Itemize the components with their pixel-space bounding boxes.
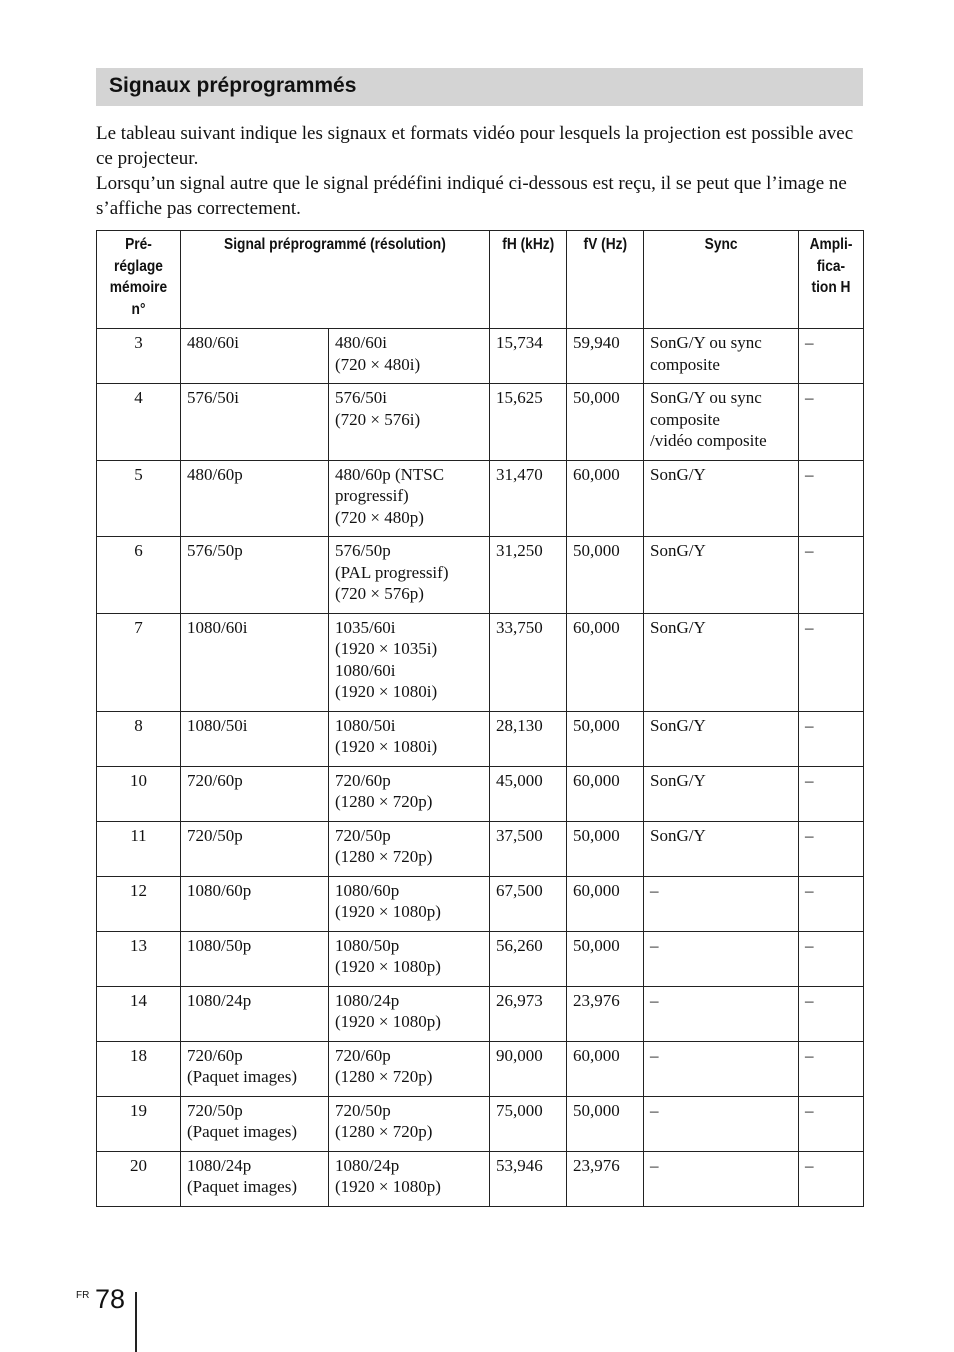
cell-line: 1080/60p — [335, 880, 400, 900]
cell-line: composite — [650, 409, 720, 429]
cell-line: 1080/60i — [187, 617, 248, 637]
cell-fv: 50,000 — [567, 537, 644, 614]
cell-h-amplification: – — [799, 460, 864, 537]
cell-line: (1280 × 720p) — [335, 847, 433, 866]
cell-h-amplification: – — [799, 986, 864, 1041]
cell-fv: 23,976 — [567, 986, 644, 1041]
cell-line: (1920 × 1080p) — [335, 902, 441, 921]
cell-preset-signal — [181, 711, 329, 766]
header-text: fV — [583, 236, 597, 253]
cell-line: 1080/24p — [335, 1155, 400, 1175]
cell-sync — [644, 1096, 799, 1151]
cell-line: 720/50p — [335, 1100, 391, 1120]
cell-fv: 50,000 — [567, 821, 644, 876]
cell-line: (720 × 576p) — [335, 584, 424, 603]
cell-fh: 37,500 — [490, 821, 567, 876]
cell-resolution — [329, 1151, 490, 1206]
cell-line: 480/60p (NTSC — [335, 464, 445, 484]
header-preset-number — [97, 231, 181, 329]
header-text: mémoire — [109, 279, 168, 296]
cell-line: – — [650, 935, 659, 955]
page-number: 78 — [95, 1284, 126, 1314]
cell-line: 1080/50p — [187, 935, 252, 955]
cell-h-amplification: – — [799, 613, 864, 711]
cell-line: (1920 × 1080i) — [335, 682, 438, 701]
cell-sync — [644, 711, 799, 766]
cell-fv: 50,000 — [567, 711, 644, 766]
cell-resolution — [329, 766, 490, 821]
cell-line: SonG/Y — [650, 541, 706, 560]
cell-line: 720/60p — [335, 1045, 391, 1065]
header-fh — [490, 231, 567, 329]
cell-line: SonG/Y — [650, 715, 706, 735]
cell-line: 720/50p — [187, 825, 243, 845]
cell-preset-signal — [181, 1041, 329, 1096]
cell-preset-number: 19 — [97, 1096, 181, 1151]
table-body — [97, 329, 864, 1207]
cell-resolution — [329, 931, 490, 986]
cell-line: – — [650, 1045, 659, 1065]
table-row — [97, 1151, 864, 1206]
preset-signals-table — [96, 230, 864, 1207]
cell-resolution — [329, 1041, 490, 1096]
cell-h-amplification: – — [799, 821, 864, 876]
cell-line: (1280 × 720p) — [335, 792, 433, 811]
header-text: (résolution) — [370, 236, 446, 253]
cell-sync — [644, 384, 799, 461]
table-row — [97, 986, 864, 1041]
header-sync — [644, 231, 799, 329]
cell-sync — [644, 766, 799, 821]
cell-line: (1920 × 1080p) — [335, 957, 441, 976]
cell-line: 1080/24p — [335, 990, 400, 1010]
cell-h-amplification: – — [799, 1041, 864, 1096]
cell-line: (720 × 480p) — [335, 507, 424, 527]
cell-fv: 60,000 — [567, 460, 644, 537]
cell-resolution — [329, 986, 490, 1041]
cell-preset-signal — [181, 986, 329, 1041]
cell-line: 1080/50i — [335, 715, 396, 735]
cell-resolution — [329, 711, 490, 766]
cell-preset-signal — [181, 329, 329, 384]
intro-text — [96, 121, 871, 221]
section-header — [96, 68, 863, 106]
cell-fv: 60,000 — [567, 1041, 644, 1096]
cell-line: 480/60i — [335, 333, 387, 352]
cell-sync — [644, 329, 799, 384]
cell-line: SonG/Y — [650, 825, 706, 845]
cell-line: 1035/60i — [335, 617, 396, 637]
cell-resolution — [329, 821, 490, 876]
cell-line: (1920 × 1080p) — [335, 1177, 441, 1196]
cell-line: (PAL progressif) — [335, 562, 449, 582]
header-fv — [567, 231, 644, 329]
cell-line: 720/60p — [335, 770, 391, 790]
cell-line: SonG/Y — [650, 617, 706, 637]
cell-line: 1080/60i — [335, 660, 396, 680]
cell-fh: 53,946 — [490, 1151, 567, 1206]
cell-sync — [644, 460, 799, 537]
cell-fh: 15,734 — [490, 329, 567, 384]
cell-line: SonG/Y ou sync — [650, 333, 762, 352]
cell-resolution — [329, 460, 490, 537]
cell-sync — [644, 986, 799, 1041]
table-row — [97, 711, 864, 766]
footer-divider — [135, 1292, 137, 1352]
cell-line: – — [650, 880, 659, 900]
cell-fh: 45,000 — [490, 766, 567, 821]
table-row — [97, 537, 864, 614]
cell-preset-signal — [181, 384, 329, 461]
header-preset-signal — [181, 231, 490, 329]
cell-h-amplification: – — [799, 931, 864, 986]
cell-line: 1080/24p — [187, 990, 252, 1010]
cell-fh: 26,973 — [490, 986, 567, 1041]
cell-preset-number: 20 — [97, 1151, 181, 1206]
cell-line: (720 × 480i) — [335, 354, 421, 374]
cell-preset-number: 3 — [97, 329, 181, 384]
cell-line: 1080/50p — [335, 935, 400, 955]
cell-preset-number: 11 — [97, 821, 181, 876]
cell-preset-number: 14 — [97, 986, 181, 1041]
cell-preset-signal — [181, 931, 329, 986]
table-row — [97, 766, 864, 821]
cell-preset-signal — [181, 1096, 329, 1151]
cell-preset-number: 18 — [97, 1041, 181, 1096]
cell-line: 480/60i — [187, 333, 239, 352]
cell-line: (1920 × 1080p) — [335, 1012, 441, 1031]
cell-resolution — [329, 876, 490, 931]
cell-preset-number: 6 — [97, 537, 181, 614]
cell-h-amplification: – — [799, 1151, 864, 1206]
cell-fh: 90,000 — [490, 1041, 567, 1096]
header-text: Sync — [704, 236, 738, 253]
cell-fv: 50,000 — [567, 1096, 644, 1151]
cell-fh: 67,500 — [490, 876, 567, 931]
cell-preset-number: 7 — [97, 613, 181, 711]
table-row — [97, 1096, 864, 1151]
cell-preset-number: 4 — [97, 384, 181, 461]
cell-line: – — [650, 1100, 659, 1120]
intro-paragraph-2: Lorsqu’un signal autre que le signal prédéfini indiqué ci-dessous est reçu, il se peut que l’image ne s’affiche pas correctement. — [96, 173, 847, 219]
cell-line: SonG/Y ou sync — [650, 388, 762, 407]
header-text: tion H — [811, 279, 851, 296]
cell-line: – — [650, 990, 659, 1010]
cell-sync — [644, 931, 799, 986]
cell-line: /vidéo composite — [650, 431, 767, 450]
cell-fh: 28,130 — [490, 711, 567, 766]
cell-h-amplification: – — [799, 766, 864, 821]
cell-sync — [644, 613, 799, 711]
language-code: FR — [76, 1290, 90, 1301]
cell-preset-signal — [181, 460, 329, 537]
cell-line: (Paquet images) — [187, 1122, 297, 1141]
cell-line: 480/60p — [187, 464, 243, 484]
cell-fv: 50,000 — [567, 931, 644, 986]
cell-line: 720/60p — [187, 1045, 243, 1065]
cell-line: composite — [650, 354, 720, 374]
cell-h-amplification: – — [799, 876, 864, 931]
cell-resolution — [329, 384, 490, 461]
cell-line: (Paquet images) — [187, 1067, 297, 1086]
cell-resolution — [329, 329, 490, 384]
cell-preset-number: 13 — [97, 931, 181, 986]
cell-fv: 59,940 — [567, 329, 644, 384]
cell-line: 1080/60p — [187, 880, 252, 900]
cell-line: – — [650, 1155, 659, 1175]
cell-fv: 60,000 — [567, 613, 644, 711]
header-text: n° — [131, 300, 146, 318]
cell-preset-signal — [181, 766, 329, 821]
cell-sync — [644, 1151, 799, 1206]
cell-fv: 60,000 — [567, 766, 644, 821]
cell-preset-number: 12 — [97, 876, 181, 931]
cell-resolution — [329, 1096, 490, 1151]
cell-fh: 56,260 — [490, 931, 567, 986]
cell-line: (1920 × 1080i) — [335, 737, 438, 756]
cell-fh: 75,000 — [490, 1096, 567, 1151]
cell-fv: 60,000 — [567, 876, 644, 931]
table-row — [97, 821, 864, 876]
cell-preset-signal — [181, 876, 329, 931]
table-row — [97, 384, 864, 461]
header-text: Ampli- — [809, 236, 853, 253]
cell-line: (1280 × 720p) — [335, 1067, 433, 1086]
cell-fv: 23,976 — [567, 1151, 644, 1206]
cell-line: 576/50i — [335, 388, 387, 407]
table-row — [97, 329, 864, 384]
cell-preset-number: 5 — [97, 460, 181, 537]
cell-line: (Paquet images) — [187, 1177, 297, 1196]
cell-h-amplification: – — [799, 384, 864, 461]
cell-fh: 31,470 — [490, 460, 567, 537]
header-h-amplification — [799, 231, 864, 329]
cell-fv: 50,000 — [567, 384, 644, 461]
cell-h-amplification: – — [799, 711, 864, 766]
cell-preset-number: 8 — [97, 711, 181, 766]
cell-line: SonG/Y — [650, 770, 706, 790]
cell-resolution — [329, 537, 490, 614]
cell-preset-signal — [181, 537, 329, 614]
cell-sync — [644, 876, 799, 931]
cell-fh: 31,250 — [490, 537, 567, 614]
table-row — [97, 931, 864, 986]
table-row — [97, 1041, 864, 1096]
cell-resolution — [329, 613, 490, 711]
cell-line: progressif) — [335, 486, 409, 505]
cell-h-amplification: – — [799, 537, 864, 614]
cell-preset-signal — [181, 821, 329, 876]
cell-fh: 33,750 — [490, 613, 567, 711]
cell-line: (1280 × 720p) — [335, 1122, 433, 1141]
section-title: Signaux préprogrammés — [109, 74, 357, 97]
table-row — [97, 876, 864, 931]
cell-line: 1080/24p — [187, 1155, 252, 1175]
intro-paragraph-1: Le tableau suivant indique les signaux et formats vidéo pour lesquels la projection est possible avec ce projecteur. — [96, 123, 854, 169]
cell-line: 720/50p — [335, 825, 391, 845]
cell-preset-number: 10 — [97, 766, 181, 821]
cell-line: (1920 × 1035i) — [335, 639, 438, 658]
header-text: Pré- — [125, 236, 152, 253]
cell-preset-signal — [181, 613, 329, 711]
cell-line: SonG/Y — [650, 464, 706, 484]
header-text: fica- — [816, 257, 846, 275]
header-text: (kHz) — [520, 236, 555, 253]
header-text: fH — [502, 236, 517, 253]
cell-line: 720/50p — [187, 1100, 243, 1120]
cell-line: 1080/50i — [187, 715, 248, 735]
cell-h-amplification: – — [799, 329, 864, 384]
table-row — [97, 613, 864, 711]
cell-sync — [644, 1041, 799, 1096]
cell-preset-signal — [181, 1151, 329, 1206]
cell-line: 720/60p — [187, 770, 243, 790]
header-text: (Hz) — [600, 236, 627, 253]
cell-line: 576/50p — [187, 541, 243, 560]
cell-line: 576/50i — [187, 388, 239, 407]
table-row — [97, 460, 864, 537]
cell-line: (720 × 576i) — [335, 409, 421, 429]
cell-fh: 15,625 — [490, 384, 567, 461]
cell-h-amplification: – — [799, 1096, 864, 1151]
header-text: Signal préprogrammé — [224, 236, 367, 253]
cell-sync — [644, 821, 799, 876]
cell-sync — [644, 537, 799, 614]
table-header-row — [97, 231, 864, 329]
header-text: réglage — [114, 257, 163, 275]
cell-line: 576/50p — [335, 541, 391, 560]
